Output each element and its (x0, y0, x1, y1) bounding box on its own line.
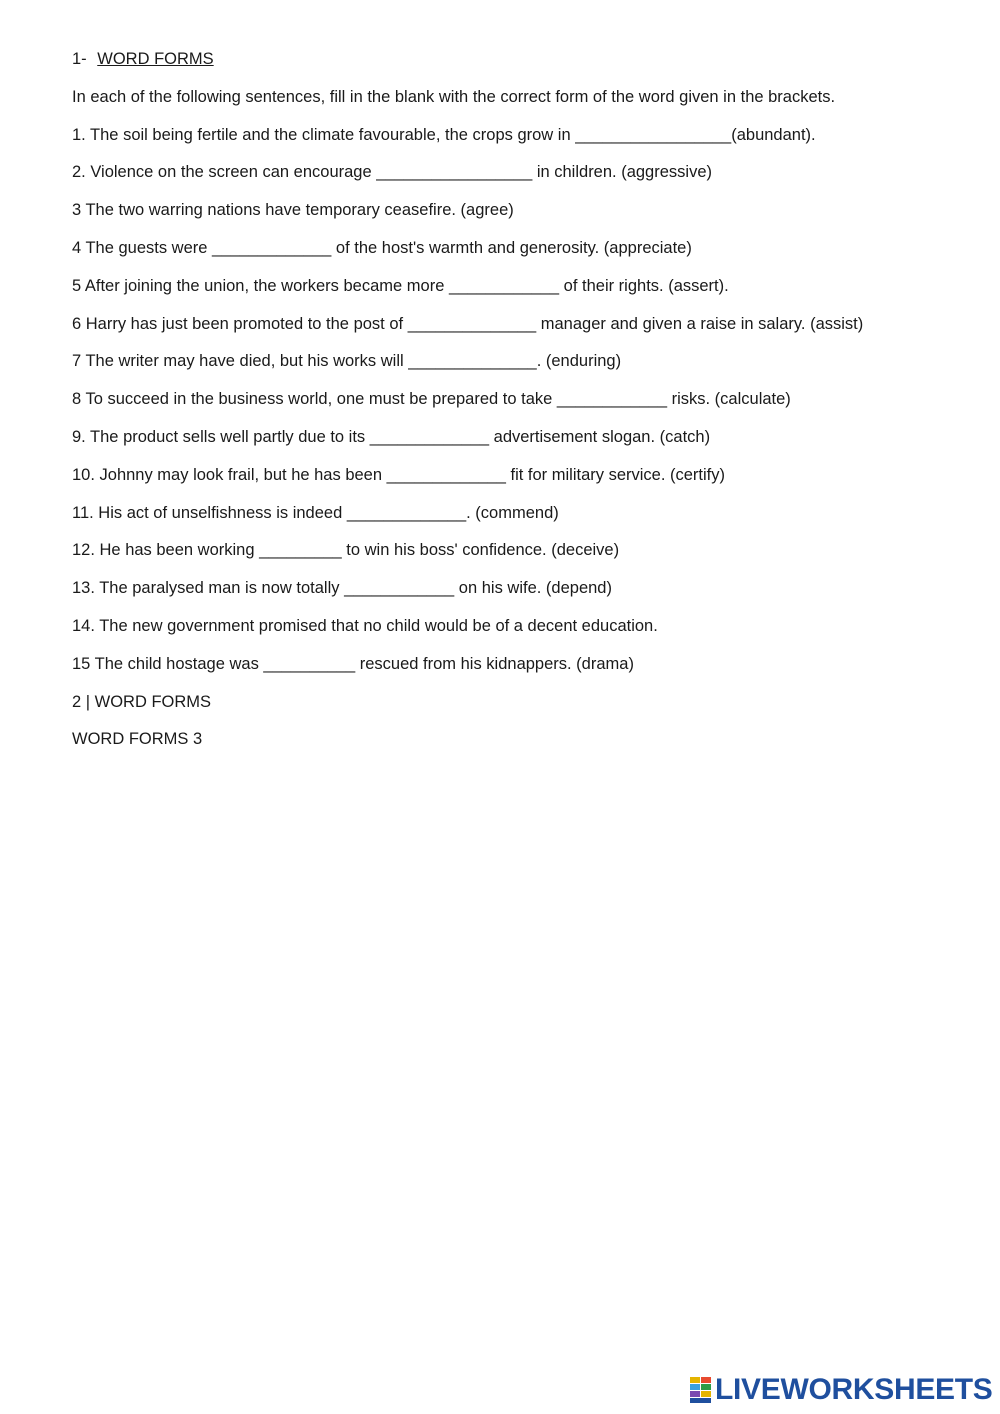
page-footer-right: WORD FORMS 3 (72, 730, 203, 749)
question-6: 6 Harry has just been promoted to the post of ______________ manager and given a raise in salary. (assist) (72, 314, 864, 333)
question-11: 11. His act of unselfishness is indeed _____________. (commend) (72, 503, 559, 522)
question-7: 7 The writer may have died, but his works will ______________. (enduring) (72, 352, 622, 371)
liveworksheets-logo[interactable] (690, 1374, 993, 1406)
question-15: 15 The child hostage was __________ rescued from his kidnappers. (drama) (72, 654, 634, 673)
instructions: In each of the following sentences, fill in the blank with the correct form of the word given in the brackets. (72, 87, 836, 106)
question-9: 9. The product sells well partly due to its _____________ advertisement slogan. (catch) (72, 427, 711, 446)
question-13: 13. The paralysed man is now totally ____________ on his wife. (depend) (72, 579, 612, 598)
liveworksheets-mark-icon (690, 1377, 712, 1403)
question-8: 8 To succeed in the business world, one must be prepared to take ____________ risks. (calculate) (72, 390, 791, 409)
heading-number: 1- (72, 50, 87, 68)
page-footer-left: 2 | WORD FORMS (72, 692, 212, 711)
question-14: 14. The new government promised that no child would be of a decent education. (72, 616, 658, 635)
question-2: 2. Violence on the screen can encourage _________________ in children. (aggressive) (72, 163, 712, 182)
question-12: 12. He has been working _________ to win his boss' confidence. (deceive) (72, 541, 620, 560)
worksheet-page (72, 48, 952, 766)
question-1: 1. The soil being fertile and the climate favourable, the crops grow in _________________(abundant). (72, 125, 816, 144)
heading-title: WORD FORMS (97, 50, 214, 68)
question-3: 3 The two warring nations have temporary ceasefire. (agree) (72, 201, 514, 220)
logo-text: LIVEWORKSHEETS (715, 1373, 993, 1406)
question-4: 4 The guests were _____________ of the host's warmth and generosity. (appreciate) (72, 238, 692, 257)
question-5: 5 After joining the union, the workers became more ____________ of their rights. (assert). (72, 276, 729, 295)
section-heading (72, 48, 952, 70)
question-10: 10. Johnny may look frail, but he has been _____________ fit for military service. (certify) (72, 465, 726, 484)
